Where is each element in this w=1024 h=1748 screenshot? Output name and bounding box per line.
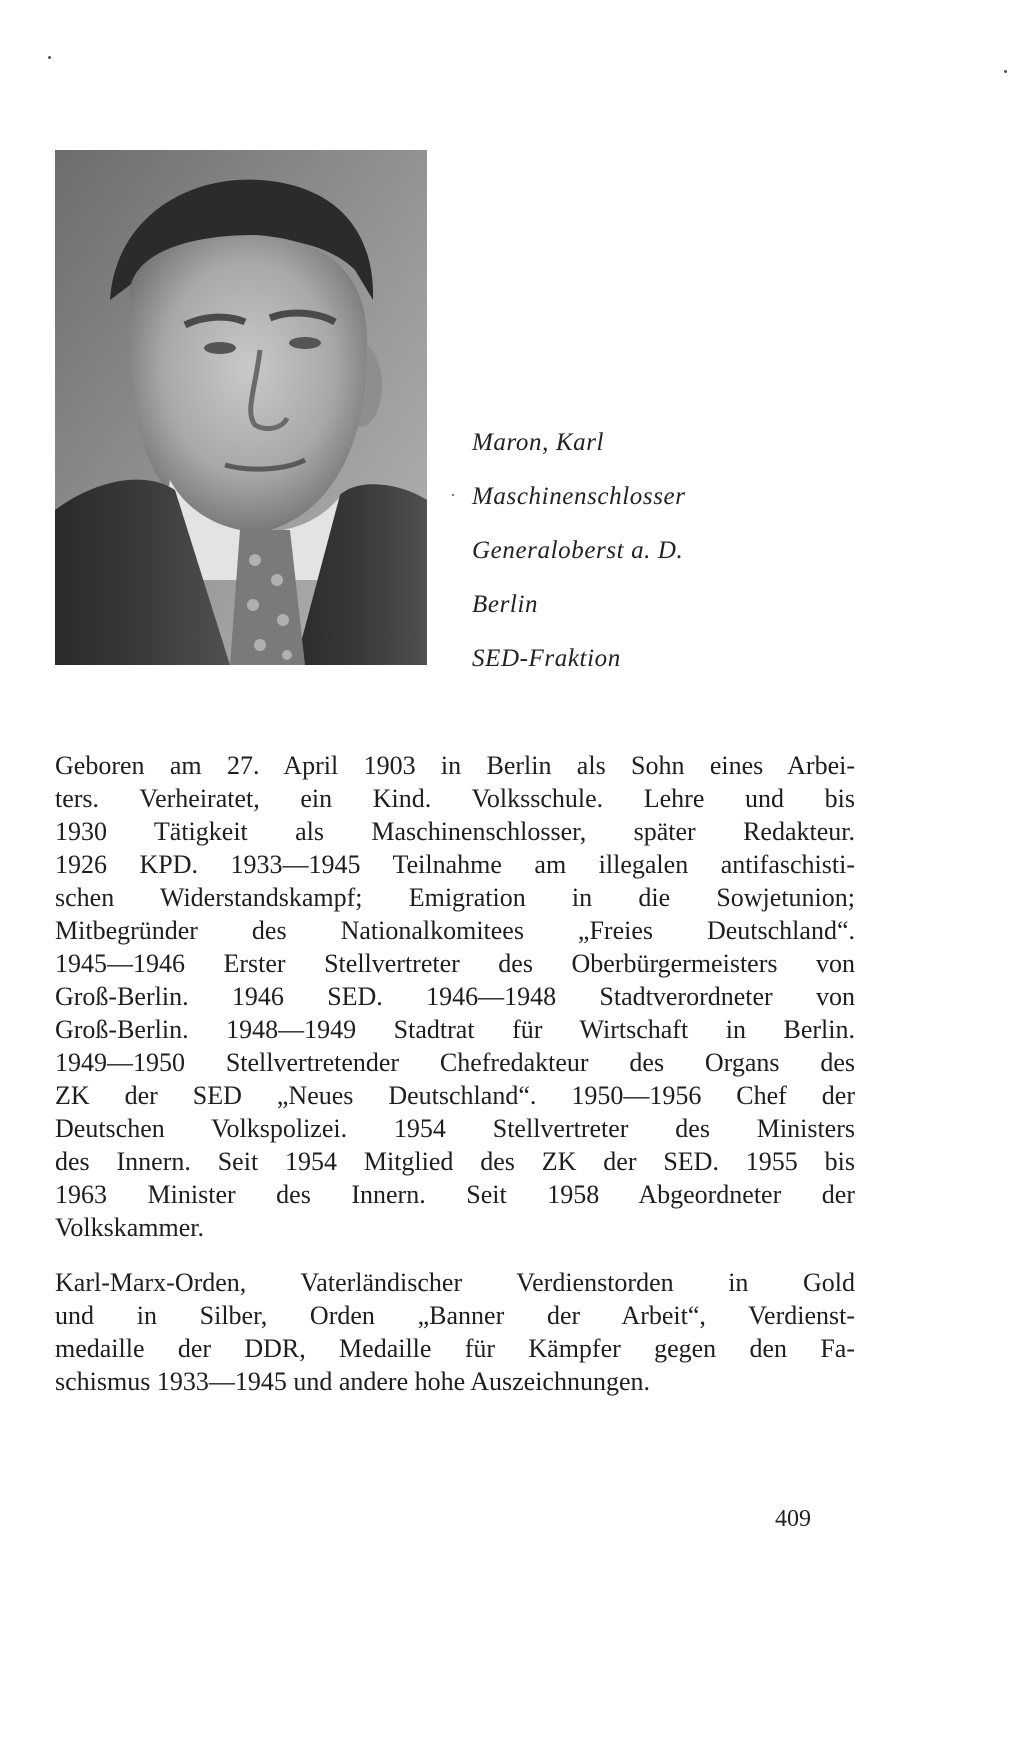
text-line: Groß-Berlin. 1948—1949 Stadtrat für Wirtschaft in Berlin.: [55, 1015, 855, 1044]
rank: Generaloberst a. D.: [472, 537, 684, 564]
text-line: Deutschen Volkspolizei. 1954 Stellvertreter des Ministers: [55, 1114, 855, 1143]
text-line: medaille der DDR, Medaille für Kämpfer gegen den Fa-: [55, 1334, 855, 1363]
paragraph-gap: [55, 1244, 855, 1266]
occupation: Maschinenschlosser: [472, 483, 686, 510]
text-line: Volkskammer.: [55, 1213, 205, 1242]
page-number: 409: [775, 1506, 811, 1532]
text-line: ters. Verheiratet, ein Kind. Volksschule. Lehre und bis: [55, 784, 855, 813]
text-line: ZK der SED „Neues Deutschland“. 1950—1956 Chef der: [55, 1081, 855, 1110]
text-line: schen Widerstandskampf; Emigration in die Sowjetunion;: [55, 883, 855, 912]
text-line: Mitbegründer des Nationalkomitees „Freies Deutschland“.: [55, 916, 855, 945]
text-line: Groß-Berlin. 1946 SED. 1946—1948 Stadtverordneter von: [55, 982, 855, 1011]
text-line: Geboren am 27. April 1903 in Berlin als Sohn eines Arbei-: [55, 751, 855, 780]
scan-speck: [1004, 70, 1007, 73]
scan-speck: [48, 56, 51, 59]
text-line: 1945—1946 Erster Stellvertreter des Oberbürgermeisters von: [55, 949, 855, 978]
biography-paragraph-career: [55, 749, 855, 1244]
text-line: 1926 KPD. 1933—1945 Teilnahme am illegalen antifaschisti-: [55, 850, 855, 879]
person-name: Maron, Karl: [472, 429, 605, 456]
text-line: und in Silber, Orden „Banner der Arbeit“, Verdienst-: [55, 1301, 855, 1330]
faction: SED-Fraktion: [472, 645, 621, 672]
biography: [55, 749, 855, 1398]
scan-speck: [452, 494, 454, 496]
text-line: 1949—1950 Stellvertretender Chefredakteur des Organs des: [55, 1048, 855, 1077]
city: Berlin: [472, 591, 539, 618]
text-line: 1963 Minister des Innern. Seit 1958 Abgeordneter der: [55, 1180, 855, 1209]
text-line: schismus 1933—1945 und andere hohe Auszeichnungen.: [55, 1367, 651, 1396]
portrait-photo: [55, 150, 427, 665]
biography-paragraph-awards: [55, 1266, 855, 1398]
text-line: des Innern. Seit 1954 Mitglied des ZK der SED. 1955 bis: [55, 1147, 855, 1176]
entry-header: [472, 420, 892, 690]
text-line: 1930 Tätigkeit als Maschinenschlosser, später Redakteur.: [55, 817, 855, 846]
text-line: Karl-Marx-Orden, Vaterländischer Verdienstorden in Gold: [55, 1268, 855, 1297]
